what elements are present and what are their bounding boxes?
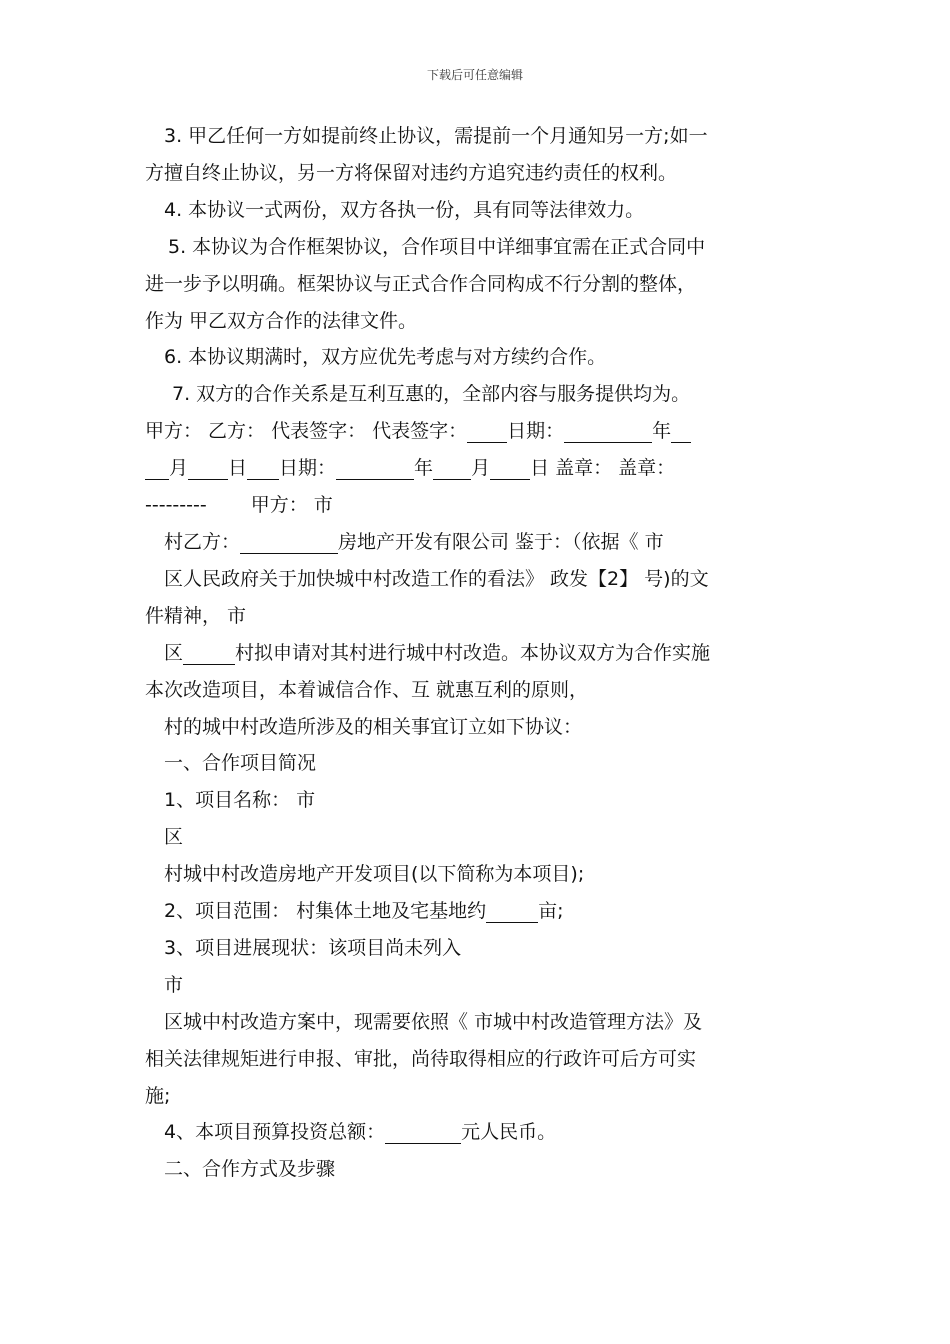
page-header: 下载后可任意编辑 [426,68,523,82]
blank-line [385,1121,461,1144]
blank-line [433,457,471,480]
spirit-line: 件精神， 市 [145,604,247,627]
budget-text: 4、本项目预算投资总额： [164,1121,386,1144]
scope-text: 2、项目范围： 村集体土地及宅基地约 [164,900,487,923]
unit-text: 亩; [538,900,564,923]
item-1-project: 村城中村改造房地产开发项目(以下简称为本项目); [164,863,585,886]
matters-line: 村的城中村改造所涉及的相关事宜订立如下协议： [164,715,583,738]
item-1-name: 1、项目名称： 市 [164,789,316,812]
village-text: 村拟申请对其村进行城中村改造。本协议双方为合作实施 [235,641,711,664]
party-a-label: 甲方： 市 [250,494,333,517]
district-line-1: 区人民政府关于加快城中村改造工作的看法》 政发【2】 号)的文 [164,567,709,590]
blank-line [467,420,507,443]
seal-labels: 日 盖章： 盖章： [530,457,676,480]
year-label: 年 [414,457,434,480]
blank-line [145,457,169,480]
signature-labels: 甲方： 乙方： 代表签字： 代表签字： [145,420,468,443]
clause-5-line-1: 5. 本协议为合作框架协议，合作项目中详细事宜需在正式合同中 [168,235,706,258]
signature-line-1 [145,413,810,450]
district-label: 区 [164,641,184,664]
date-label: 日期： [507,420,565,443]
month-label: 月 [169,457,189,480]
item-3-status: 3、项目进展现状：该项目尚未列入 [164,936,462,959]
clause-5-line-2: 进一步予以明确。框架协议与正式合作合同构成不行分割的整体， [145,272,697,295]
blank-line [240,531,338,554]
item-4-budget [145,1114,810,1151]
company-text: 房地产开发有限公司 鉴于：（依据《 市 [338,530,664,553]
village-party-b-line [145,524,810,561]
month-label: 月 [471,457,491,480]
blank-line [336,457,414,480]
item-3-city: 市 [164,973,184,996]
clause-3-line-1: 3. 甲乙任何一方如提前终止协议，需提前一个月通知另一方;如一 [164,125,708,147]
date-label: 日期： [279,457,337,480]
currency-text: 元人民币。 [461,1121,557,1144]
item-3-plan-line-3: 施; [145,1084,171,1107]
signature-line-2 [145,450,810,487]
district-line-2 [145,635,810,672]
clause-5-line-3: 作为 甲乙双方合作的法律文件。 [145,309,418,332]
day-label: 日 [228,457,248,480]
blank-line [183,642,235,665]
section-2-title: 二、合作方式及步骤 [164,1158,336,1181]
blank-line [564,420,652,443]
blank-line [490,457,530,480]
item-3-plan-line-1: 区城中村改造方案中，现需要依照《 市城中村改造管理方法》及 [164,1010,703,1033]
year-label: 年 [652,420,672,443]
clause-6: 6. 本协议期满时，双方应优先考虑与对方续约合作。 [164,346,607,369]
clause-7: 7. 双方的合作关系是互利互惠的，全部内容与服务提供均为。 [172,383,691,406]
item-1-district: 区 [164,826,184,849]
party-b-label: 村乙方： [164,530,241,553]
project-line: 本次改造项目，本着诚信合作、互 就惠互利的原则， [145,678,589,701]
item-2-scope [145,893,810,930]
blank-line [486,900,538,923]
dash-line: --------- [145,494,207,517]
clause-4: 4. 本协议一式两份，双方各执一份，具有同等法律效力。 [164,198,645,221]
blank-line [188,457,228,480]
section-1-title: 一、合作项目简况 [164,752,317,775]
signature-line-3 [145,487,810,524]
blank-line [671,420,691,443]
document-body [145,118,810,1188]
item-3-plan-line-2: 相关法律规矩进行申报、审批，尚待取得相应的行政许可后方可实 [145,1047,697,1070]
clause-3-line-2: 方擅自终止协议，另一方将保留对违约方追究违约责任的权利。 [145,161,678,184]
blank-line [247,457,279,480]
